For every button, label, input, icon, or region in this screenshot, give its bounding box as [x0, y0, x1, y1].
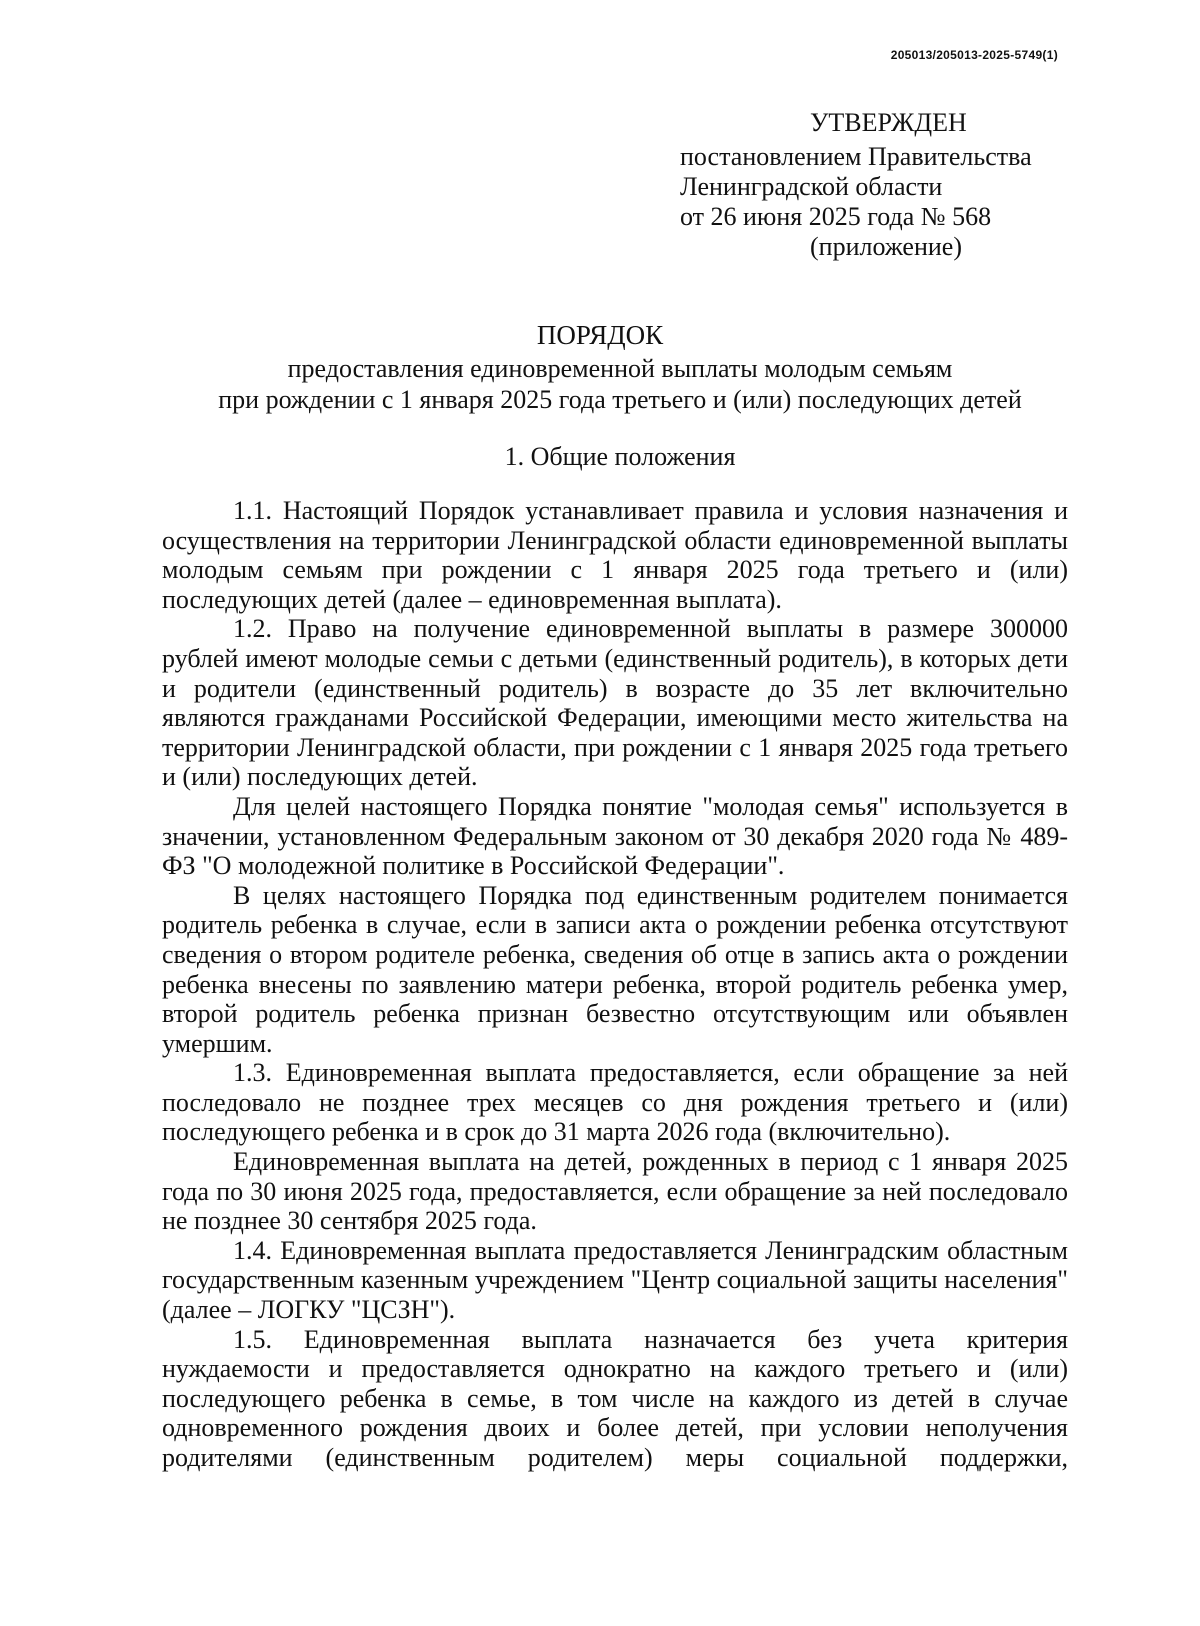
paragraph-1-3: 1.3. Единовременная выплата предоставляется, если обращение за ней последовало не позднее трех месяцев со дня рождения третьего и (или) последующего ребенка и в срок до 31 марта 2026 года (включительно). [162, 1058, 1068, 1147]
approval-stamp-block [680, 108, 1100, 262]
order-subtitle-line-2: при рождении с 1 января 2025 года третьего и (или) последующих детей [218, 385, 1022, 414]
paragraph-1-1: 1.1. Настоящий Порядок устанавливает правила и условия назначения и осуществления на территории Ленинградской области единовременной выплаты молодым семьям при рождении с 1 января 2025 года третьего и (или) последующих детей (далее – единовременная выплата). [162, 496, 1068, 614]
paragraph-1-5: 1.5. Единовременная выплата назначается без учета критерия нуждаемости и предоставляется однократно на каждого третьего и (или) последующего ребенка в семье, в том числе на каждого из детей в случае одновременного рождения двоих и более детей, при условии неполучения родителями (единственным родителем) меры социальной поддержки, [162, 1324, 1068, 1472]
paragraph-payment-period: Единовременная выплата на детей, рожденных в период с 1 января 2025 года по 30 июня 2025 года, предоставляется, если обращение за ней последовало не позднее 30 сентября 2025 года. [162, 1147, 1068, 1236]
approval-line-resolution: постановлением Правительства [680, 142, 1032, 171]
approval-line-date-number: от 26 июня 2025 года № 568 [680, 202, 992, 231]
approval-title: УТВЕРЖДЕН [810, 108, 967, 137]
section-heading: 1. Общие положения [504, 442, 736, 471]
document-registration-number: 205013/205013-2025-5749(1) [890, 48, 1058, 62]
section-body [162, 496, 1068, 1473]
paragraph-young-family-definition: Для целей настоящего Порядка понятие "молодая семья" используется в значении, установленном Федеральным законом от 30 декабря 2020 года № 489-ФЗ "О молодежной политике в Российской Федерации". [162, 791, 1068, 881]
paragraph-1-2: 1.2. Право на получение единовременной выплаты в размере 300000 рублей имеют молодые семьи с детьми (единственный родитель), в которых дети и родители (единственный родитель) в возрасте до 35 лет включительно являются гражданами Российской Федерации, имеющими место жительства на территории Ленинградской области, при рождении с 1 января 2025 года третьего и (или) последующих детей. [162, 614, 1068, 792]
order-subtitle-line-1: предоставления единовременной выплаты молодым семьям [287, 354, 953, 383]
order-title: ПОРЯДОК [536, 320, 664, 350]
approval-line-region: Ленинградской области [680, 172, 943, 201]
paragraph-single-parent-definition: В целях настоящего Порядка под единственным родителем понимается родитель ребенка в случае, если в записи акта о рождении ребенка отсутствуют сведения о втором родителе ребенка, сведения об отце в запись акта о рождении ребенка внесены по заявлению матери ребенка, второй родитель ребенка умер, второй родитель ребенка признан безвестно отсутствующим или объявлен умершим. [162, 880, 1068, 1058]
approval-appendix: (приложение) [810, 232, 963, 261]
paragraph-1-4: 1.4. Единовременная выплата предоставляется Ленинградским областным государственным казенным учреждением "Центр социальной защиты населения" (далее – ЛОГКУ "ЦСЗН"). [162, 1235, 1068, 1325]
order-subtitle [100, 353, 1140, 415]
